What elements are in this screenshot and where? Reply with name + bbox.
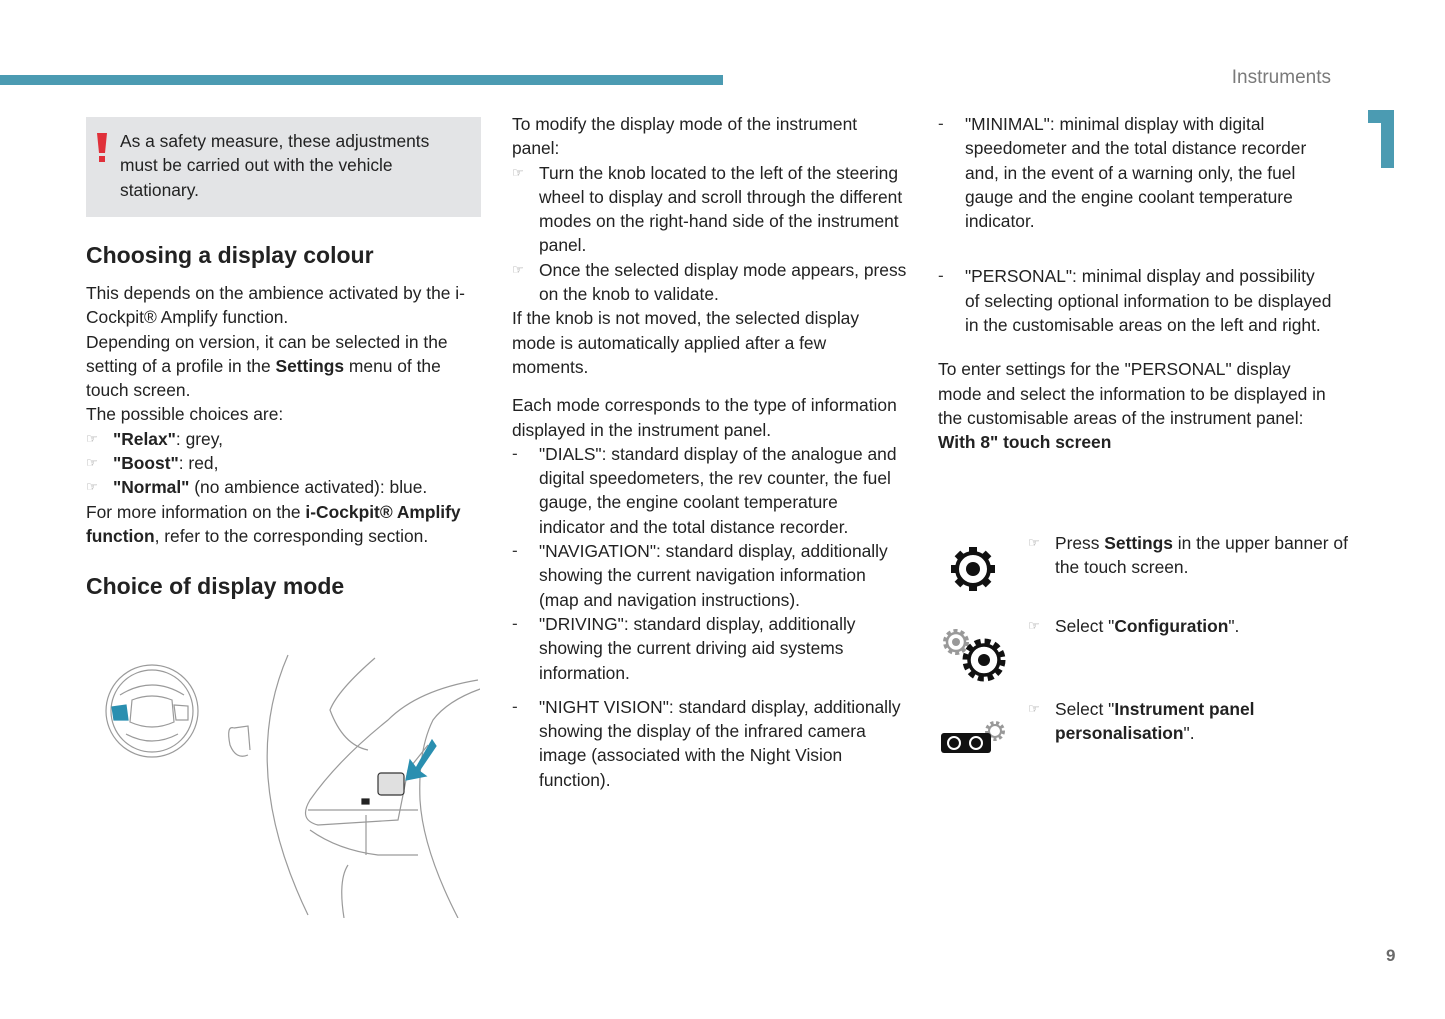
dash-marker: -: [512, 443, 518, 463]
dash-marker: -: [512, 613, 518, 633]
exclamation-icon: [96, 133, 108, 163]
warning-box: [86, 117, 481, 217]
page-number: 9: [1386, 946, 1396, 965]
hand-pointer-icon: ☞: [86, 479, 98, 495]
colour-choices-list: [86, 427, 481, 500]
personal-settings-intro: To enter settings for the "PERSONAL" display mode and select the information to be displayed in the customisable areas of the instrument panel:: [938, 359, 1326, 428]
hand-pointer-icon: ☞: [512, 164, 524, 180]
list-item: ☞ Turn the knob located to the left of the steering wheel to display and scroll through the different modes on the right-hand side of the instrument panel.: [512, 162, 903, 256]
column-left: [86, 112, 481, 600]
dash-marker: -: [512, 541, 518, 561]
list-item: - "NIGHT VISION": standard display, additionally showing the display of the infrared camera image (associated with the Night Vision function).: [512, 696, 901, 790]
settings-gear-icon: [938, 531, 1008, 591]
mode-steps-list: [512, 161, 907, 307]
heading-display-mode: Choice of display mode: [86, 573, 345, 600]
header-accent-bar: [0, 75, 723, 85]
hand-pointer-icon: ☞: [1028, 618, 1040, 633]
heading-display-colour: Choosing a display colour: [86, 242, 374, 268]
list-item: - "MINIMAL": minimal display with digital speedometer and the total distance recorder and, in the event of a warning only, the fuel gauge and the engine coolant temperature indicator.: [938, 114, 1307, 232]
dash-marker: -: [938, 114, 944, 133]
warning-text: As a safety measure, these adjustments must be carried out with the vehicle stationary.: [120, 131, 430, 200]
list-item: - "DIALS": standard display of the analogue and digital speedometers, the rev counter, the fuel gauge, the engine coolant temperature indicator and the total distance recorder.: [512, 443, 897, 537]
list-item: ☞ "Relax": grey,: [86, 427, 481, 451]
modes-list-continued: [938, 112, 1333, 337]
chapter-number-1: [1368, 110, 1394, 168]
touch-screen-subheading: With 8" touch screen: [938, 432, 1112, 453]
hand-pointer-icon: ☞: [1028, 535, 1040, 550]
hand-pointer-icon: ☞: [86, 430, 98, 446]
configuration-gears-icon: [938, 614, 1008, 684]
list-item: - "PERSONAL": minimal display and possibility of selecting optional information to be displayed in the customisable areas on the left and right.: [938, 266, 1332, 336]
steering-wheel-knob-illustration: [98, 650, 480, 918]
mode-intro: To modify the display mode of the instrument panel:: [512, 114, 858, 159]
hand-pointer-icon: ☞: [512, 261, 524, 277]
list-item: - "DRIVING": standard display, additionally showing the current driving aid systems information.: [512, 613, 856, 683]
choices-intro: The possible choices are:: [86, 404, 284, 425]
hand-pointer-icon: ☞: [1028, 701, 1040, 716]
step-text: ☞ Select "Configuration".: [1028, 614, 1355, 638]
colour-version-note: Depending on version, it can be selected in the setting of a profile in the Settings menu of the touch screen.: [86, 331, 448, 401]
step-text: ☞ Press Settings in the upper banner of the touch screen.: [1028, 533, 1348, 578]
column-right: [938, 112, 1333, 455]
dash-marker: -: [512, 696, 518, 716]
instrument-panel-personalisation-icon: [938, 697, 1008, 757]
list-item: - "NAVIGATION": standard display, additionally showing the current navigation information (map and navigation instructions).: [512, 541, 888, 610]
list-item: ☞ "Boost": red,: [86, 451, 481, 475]
auto-apply-note: If the knob is not moved, the selected display mode is automatically applied after a few moments.: [512, 308, 860, 377]
hand-pointer-icon: ☞: [86, 455, 98, 471]
list-item: ☞ Once the selected display mode appears, press on the knob to validate.: [512, 259, 907, 305]
list-item: ☞ "Normal" (no ambience activated): blue.: [86, 475, 481, 499]
column-middle: [512, 112, 907, 792]
dash-marker: -: [938, 266, 944, 286]
more-info: For more information on the i-Cockpit® Amplify function, refer to the corresponding section.: [86, 501, 461, 546]
modes-list: [512, 442, 907, 792]
section-title: Instruments: [1231, 67, 1331, 88]
colour-intro: This depends on the ambience activated by the i-Cockpit® Amplify function.: [86, 283, 465, 328]
modes-intro: Each mode corresponds to the type of information displayed in the instrument panel.: [512, 395, 897, 440]
step-text: ☞ Select "Instrument panel personalisation".: [1028, 699, 1255, 744]
